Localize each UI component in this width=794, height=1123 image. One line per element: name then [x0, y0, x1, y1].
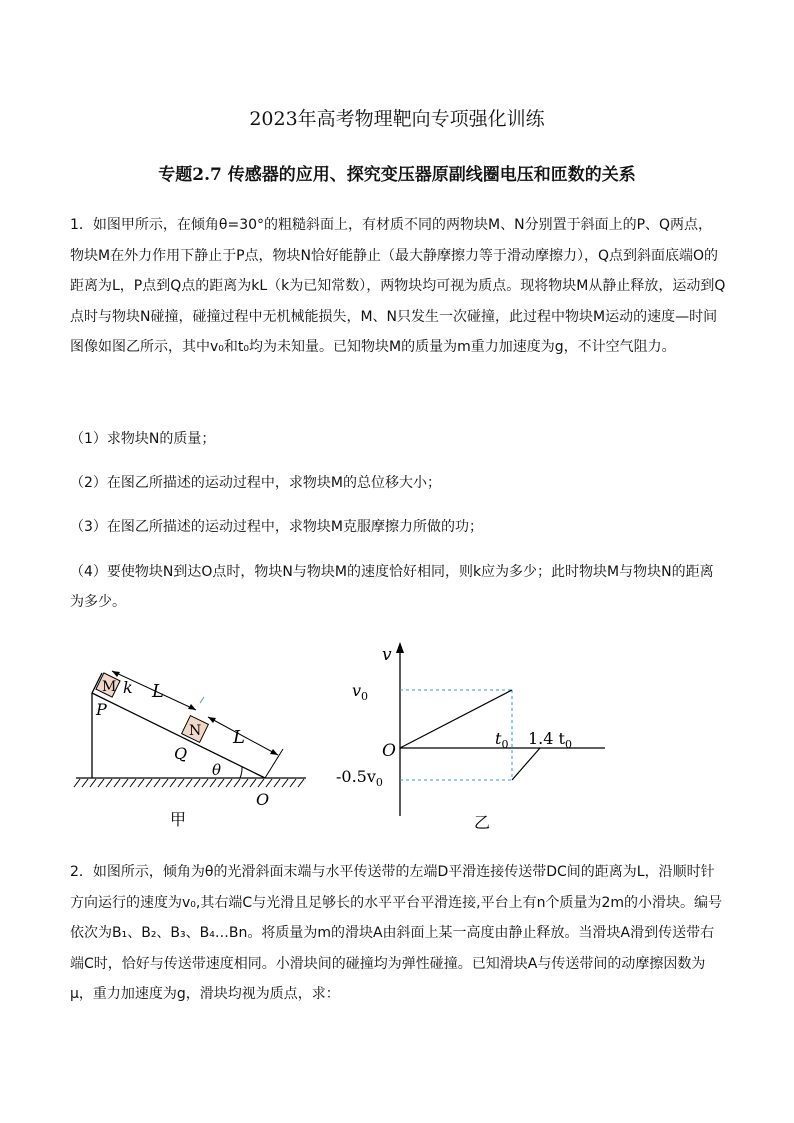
question-2-text: 2．如图所示，倾角为θ的光滑斜面末端与水平传送带的左端D平滑连接传送带DC间的距离为L，沿顺时针方向运行的速度为v₀,其右端C与光滑且足够长的水平平台平滑连接,平台上有n个质量为2m的小滑块。编号依次为B₁、B₂、B₃、B₄…Bn。将质量为m的滑块A由斜面上某一高度由静止释放。当滑块A滑到传送带右端C时，恰好与传送带速度相同。小滑块间的碰撞均为弹性碰撞。已知滑块A与传送带间的动摩擦因数为μ，重力加速度为g，滑块均视为质点，求：: [70, 864, 722, 1002]
question-1-part-4: （4）要使物块N到达O点时，物块N与物块M的速度恰好相同，则k应为多少；此时物块M与物块N的距离为多少。: [70, 564, 714, 610]
label-l-top: L: [152, 681, 164, 702]
label-theta: θ: [212, 761, 222, 779]
label-t0: $t_0$: [495, 729, 509, 751]
label-neg-0-5-v0: $-0.5v_0$: [336, 767, 383, 789]
label-m: M: [102, 679, 117, 695]
figure-incline: [70, 645, 320, 845]
v-axis-arrow: [396, 642, 404, 653]
velocity-segment-2: [512, 748, 540, 780]
question-1-part-1: （1）求物块N的质量；: [70, 431, 216, 447]
arrow-l-start: [208, 717, 216, 723]
caption-yi: 乙: [474, 813, 491, 832]
main-title: 2023年高考物理靶向专项强化训练: [249, 108, 545, 130]
question-1-part-3: （3）在图乙所描述的运动过程中，求物块M克服摩擦力所做的功；: [70, 519, 483, 535]
label-o: O: [256, 790, 270, 809]
label-n: N: [189, 723, 202, 739]
theta-arc: [240, 767, 242, 778]
question-1-text: 1．如图甲所示，在倾角θ=30°的粗糙斜面上，有材质不同的两物块M、N分别置于斜面上的P、Q两点，物块M在外力作用下静止于P点，物块N恰好能静止（最大静摩擦力等于滑动摩擦力），Q点到斜面底端O的距离为L，P点到Q点的距离为kL（k为已知常数），两物块均可视为质点。现将物块M从静止释放，运动到Q点时与物块N碰撞，碰撞过程中无机械能损失，M、N只发生一次碰撞，此过程中物块M运动的速度—时间图像如图乙所示，其中v₀和t₀均为未知量。已知物块M的质量为m重力加速度为g，不计空气阻力。: [70, 217, 726, 355]
label-q: Q: [174, 744, 188, 763]
label-origin: O: [382, 741, 396, 761]
subtitle: 专题2.7 传感器的应用、探究变压器原副线圈电压和匝数的关系: [158, 165, 636, 185]
ground-hatching: [74, 779, 304, 787]
label-v0: $v_0$: [352, 681, 369, 703]
label-p: P: [96, 700, 107, 719]
caption-jia: 甲: [170, 810, 187, 829]
tick-q: [200, 697, 204, 703]
label-k: k: [123, 678, 133, 697]
arrow-l-end: [270, 749, 278, 755]
label-axis-v: v: [382, 645, 392, 665]
label-l-bottom: L: [233, 727, 245, 748]
question-1-part-2: （2）在图乙所描述的运动过程中，求物块M的总位移大小；: [70, 475, 441, 491]
figure-vt-graph: [330, 636, 620, 846]
label-1-4-t0: 1.4 $t_0$: [528, 729, 572, 751]
